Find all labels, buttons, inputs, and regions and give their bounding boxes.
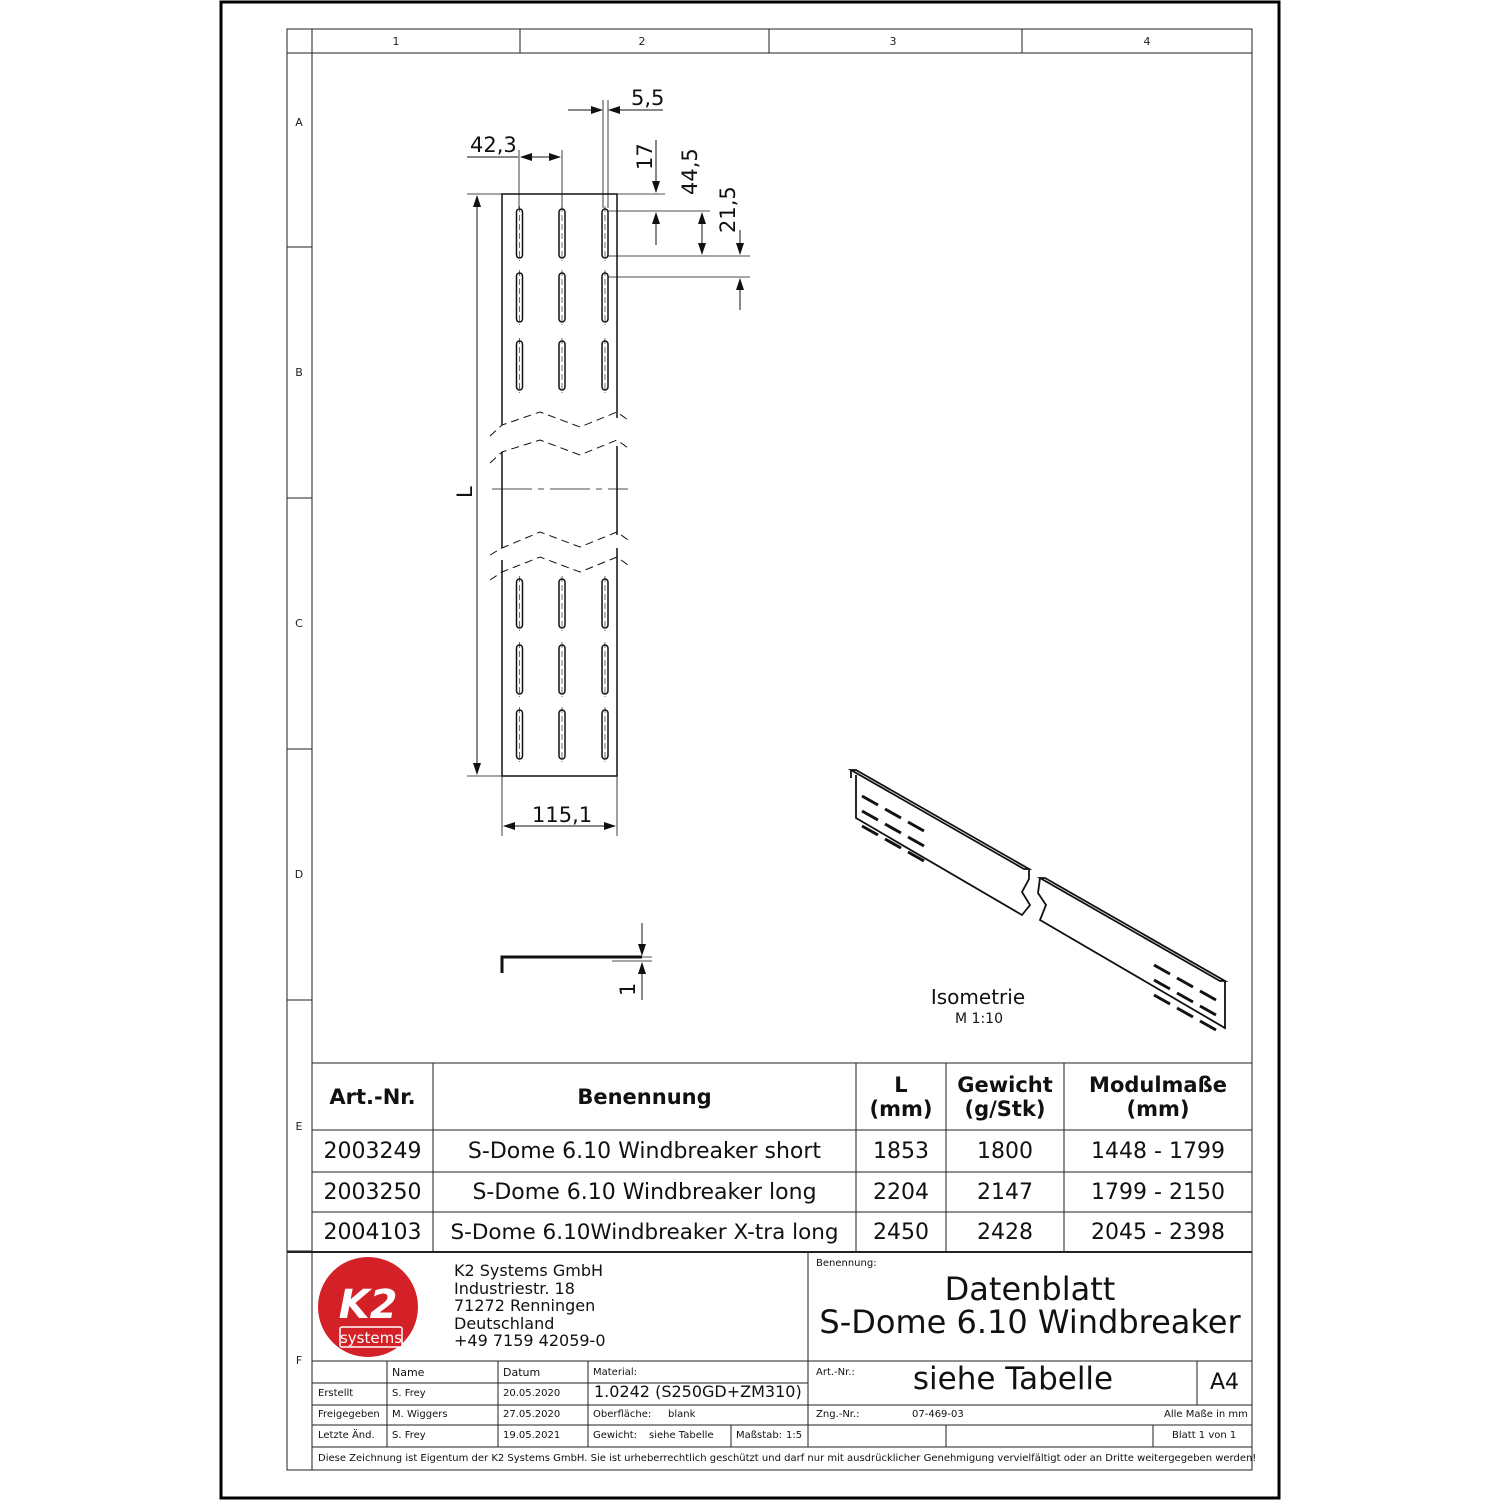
surface-value: blank xyxy=(668,1409,696,1420)
table-cell-weight: 1800 xyxy=(977,1138,1033,1164)
k2-logo xyxy=(318,1257,418,1357)
table-cell-length: 2450 xyxy=(873,1219,929,1245)
table-cell-length: 2204 xyxy=(873,1179,929,1205)
column-marker-1: 1 xyxy=(392,35,400,48)
company-name: K2 Systems GmbH xyxy=(454,1261,604,1280)
copyright-disclaimer: Diese Zeichnung ist Eigentum der K2 Systems GmbH. Sie ist urheberrechtlich geschützt und darf nur mit ausdrücklicher Genehmigung vervielfältigt oder an Dritte weitergegeben werden! xyxy=(318,1453,1257,1464)
table-cell-length: 1853 xyxy=(873,1138,929,1164)
isometric-label: Isometrie xyxy=(930,985,1026,1009)
table-header-length xyxy=(856,1063,946,1130)
artnr-label: Art.-Nr.: xyxy=(816,1367,855,1378)
units-note: Alle Maße in mm xyxy=(1164,1409,1248,1420)
table-header-length-line2: (mm) xyxy=(869,1096,933,1121)
table-cell-module: 1799 - 2150 xyxy=(1091,1179,1225,1205)
company-city: 71272 Renningen xyxy=(454,1296,596,1315)
logo-text: K2 xyxy=(338,1282,398,1328)
weight-label: Gewicht: xyxy=(593,1430,637,1441)
table-header-weight xyxy=(946,1063,1064,1130)
column-marker-2: 2 xyxy=(638,35,646,48)
last-change-name: S. Frey xyxy=(392,1430,426,1441)
table-cell-module: 1448 - 1799 xyxy=(1091,1138,1225,1164)
table-cell-art: 2003249 xyxy=(323,1138,422,1164)
erstellt-date: 20.05.2020 xyxy=(503,1388,561,1399)
slot-pattern xyxy=(517,206,609,762)
table-cell-art: 2004103 xyxy=(323,1219,422,1245)
row-marker-a: A xyxy=(295,116,303,129)
column-marker-4: 4 xyxy=(1143,35,1151,48)
sheet-number: Blatt 1 von 1 xyxy=(1172,1430,1237,1441)
logo-subtext: systems xyxy=(339,1329,403,1347)
company-street: Industriestr. 18 xyxy=(454,1278,575,1298)
surface-label: Oberfläche: xyxy=(593,1409,652,1420)
table-cell-weight: 2147 xyxy=(977,1179,1033,1205)
table-header-weight-line2: (g/Stk) xyxy=(964,1096,1046,1121)
dimension-thickness: 1 xyxy=(616,982,640,996)
isometric-scale: M 1:10 xyxy=(955,1011,1003,1027)
freigegeben-label: Freigegeben xyxy=(318,1409,380,1420)
artnr-value: siehe Tabelle xyxy=(912,1361,1114,1397)
last-change-label: Letzte Änd. xyxy=(318,1430,375,1441)
table-header-module-line1: Modulmaße xyxy=(1089,1072,1227,1097)
company-address xyxy=(454,1262,606,1350)
table-cell-name: S-Dome 6.10 Windbreaker short xyxy=(467,1138,822,1164)
table-header-length-line1: L xyxy=(894,1072,908,1097)
table-cell-art: 2003250 xyxy=(323,1179,422,1205)
table-cell-name: S-Dome 6.10 Windbreaker long xyxy=(472,1179,817,1205)
table-header-module-line2: (mm) xyxy=(1126,1096,1190,1121)
freigegeben-date: 27.05.2020 xyxy=(503,1409,561,1420)
row-marker-f: F xyxy=(295,1354,303,1367)
drawing-number-value: 07-469-03 xyxy=(912,1409,964,1420)
inner-frame xyxy=(287,29,1252,1470)
freigegeben-name: M. Wiggers xyxy=(392,1409,448,1420)
column-name-label: Name xyxy=(392,1366,425,1379)
dimension-slot-width: 5,5 xyxy=(631,86,665,110)
erstellt-label: Erstellt xyxy=(318,1388,354,1399)
dimension-width: 115,1 xyxy=(532,803,593,827)
table-cell-weight: 2428 xyxy=(977,1219,1033,1245)
row-marker-b: B xyxy=(295,366,303,379)
isometric-view xyxy=(851,770,1225,1030)
table-header-art: Art.-Nr. xyxy=(329,1084,416,1109)
benennung-label: Benennung: xyxy=(816,1258,877,1269)
table-header-module xyxy=(1064,1063,1252,1130)
dimension-slot-gap: 21,5 xyxy=(716,186,740,233)
company-country: Deutschland xyxy=(454,1313,555,1333)
table-header-name: Benennung xyxy=(577,1084,712,1109)
paper-format: A4 xyxy=(1209,1370,1240,1395)
dimension-slot-length: 44,5 xyxy=(678,148,702,195)
weight-value: siehe Tabelle xyxy=(649,1430,714,1441)
column-marker-3: 3 xyxy=(889,35,897,48)
last-change-date: 19.05.2021 xyxy=(503,1430,561,1441)
row-marker-d: D xyxy=(294,868,304,881)
table-cell-name: S-Dome 6.10Windbreaker X-tra long xyxy=(450,1219,839,1245)
erstellt-name: S. Frey xyxy=(392,1388,426,1399)
material-value: 1.0242 (S250GD+ZM310) xyxy=(594,1382,802,1401)
table-header-weight-line1: Gewicht xyxy=(957,1072,1053,1097)
dimension-first-slot: 17 xyxy=(633,143,657,170)
scale-label: Maßstab: xyxy=(736,1430,783,1441)
document-title: Datenblatt xyxy=(944,1270,1116,1308)
column-date-label: Datum xyxy=(503,1366,541,1379)
material-label: Material: xyxy=(593,1367,637,1378)
dimension-slot-offset: 42,3 xyxy=(470,133,517,157)
dimension-length: L xyxy=(453,486,477,498)
drawing-number-label: Zng.-Nr.: xyxy=(816,1409,860,1420)
row-marker-e: E xyxy=(295,1120,303,1133)
document-subtitle: S-Dome 6.10 Windbreaker xyxy=(819,1303,1241,1341)
company-phone: +49 7159 42059-0 xyxy=(454,1331,606,1350)
table-cell-module: 2045 - 2398 xyxy=(1091,1219,1225,1245)
row-marker-c: C xyxy=(295,617,303,630)
scale-value: 1:5 xyxy=(786,1430,803,1441)
